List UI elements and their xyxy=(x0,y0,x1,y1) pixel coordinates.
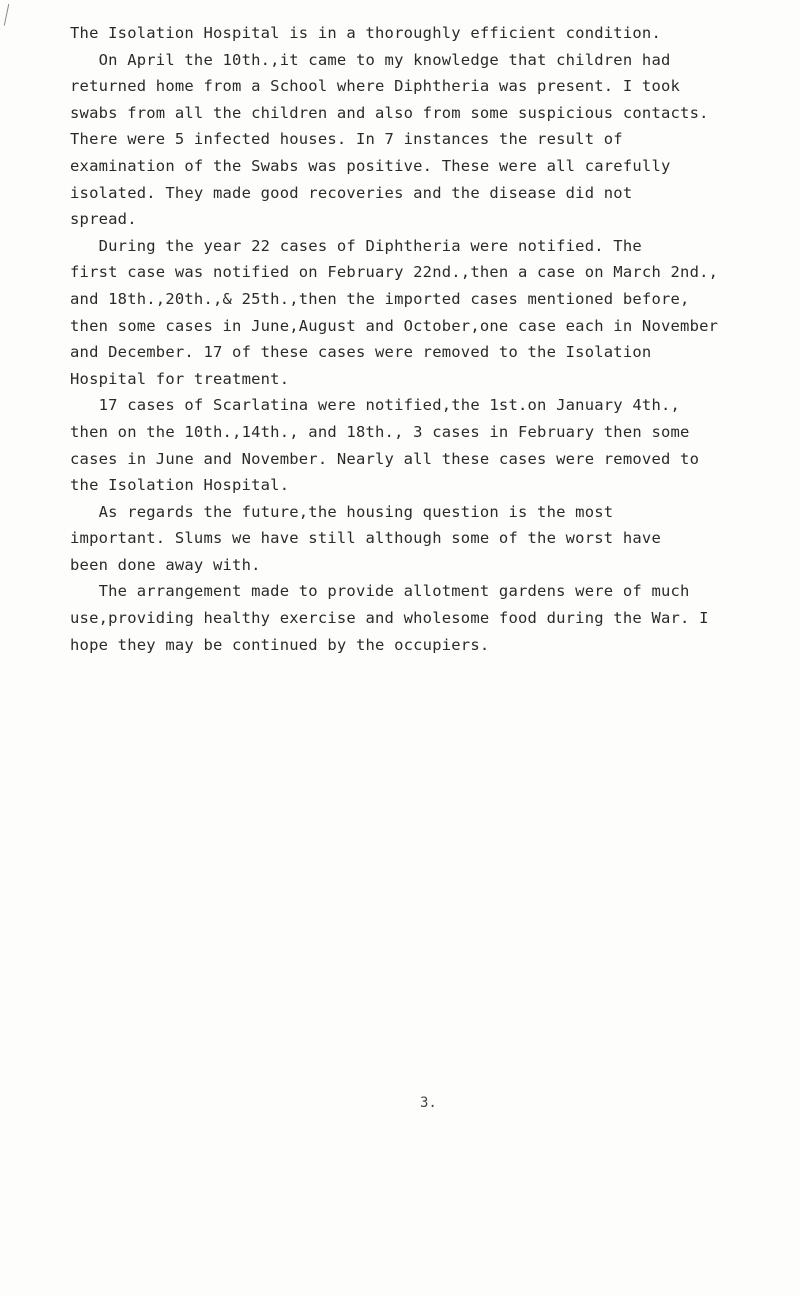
paragraph-housing-line-2: important. Slums we have still although some of the worst have xyxy=(70,529,661,548)
paragraph-housing-line-3: been done away with. xyxy=(70,555,261,574)
paragraph-isolation-line-6: examination of the Swabs was positive. These were all carefully xyxy=(70,156,671,175)
paragraph-diphtheria-line-5: and December. 17 of these cases were removed to the Isolation xyxy=(70,343,652,362)
paragraph-housing-line-1: As regards the future,the housing question is the most xyxy=(70,502,614,521)
paragraph-isolation-line-2: On April the 10th.,it came to my knowledge that children had xyxy=(70,50,671,69)
paragraph-diphtheria-line-2: first case was notified on February 22nd.,then a case on March 2nd., xyxy=(70,263,719,282)
paragraph-diphtheria-line-3: and 18th.,20th.,& 25th.,then the imported cases mentioned before, xyxy=(70,289,690,308)
scan-edge-mark xyxy=(4,4,12,26)
paragraph-scarlatina-line-2: then on the 10th.,14th., and 18th., 3 cases in February then some xyxy=(70,422,690,441)
paragraph-scarlatina-line-4: the Isolation Hospital. xyxy=(70,476,290,495)
paragraph-isolation-line-8: spread. xyxy=(70,210,137,229)
paragraph-isolation-line-5: There were 5 infected houses. In 7 instances the result of xyxy=(70,130,623,149)
paragraph-isolation-line-4: swabs from all the children and also from some suspicious contacts. xyxy=(70,103,709,122)
paragraph-allotments-line-1: The arrangement made to provide allotment gardens were of much xyxy=(70,582,690,601)
document-body xyxy=(70,20,785,658)
paragraph-allotments-line-3: hope they may be continued by the occupiers. xyxy=(70,635,490,654)
paragraph-isolation-line-3: returned home from a School where Diphtheria was present. I took xyxy=(70,77,681,96)
paragraph-allotments-line-2: use,providing healthy exercise and wholesome food during the War. I xyxy=(70,609,709,628)
page-number: 3. xyxy=(420,1095,437,1111)
paragraph-diphtheria-line-1: During the year 22 cases of Diphtheria were notified. The xyxy=(70,236,642,255)
paragraph-isolation-line-1: The Isolation Hospital is in a thoroughly efficient condition. xyxy=(70,24,661,42)
paragraph-isolation-line-7: isolated. They made good recoveries and the disease did not xyxy=(70,183,633,202)
paragraph-diphtheria-line-6: Hospital for treatment. xyxy=(70,369,290,388)
paragraph-scarlatina-line-3: cases in June and November. Nearly all these cases were removed to xyxy=(70,449,700,468)
paragraph-scarlatina-line-1: 17 cases of Scarlatina were notified,the 1st.on January 4th., xyxy=(70,396,681,415)
paragraph-diphtheria-line-4: then some cases in June,August and October,one case each in November xyxy=(70,316,719,335)
